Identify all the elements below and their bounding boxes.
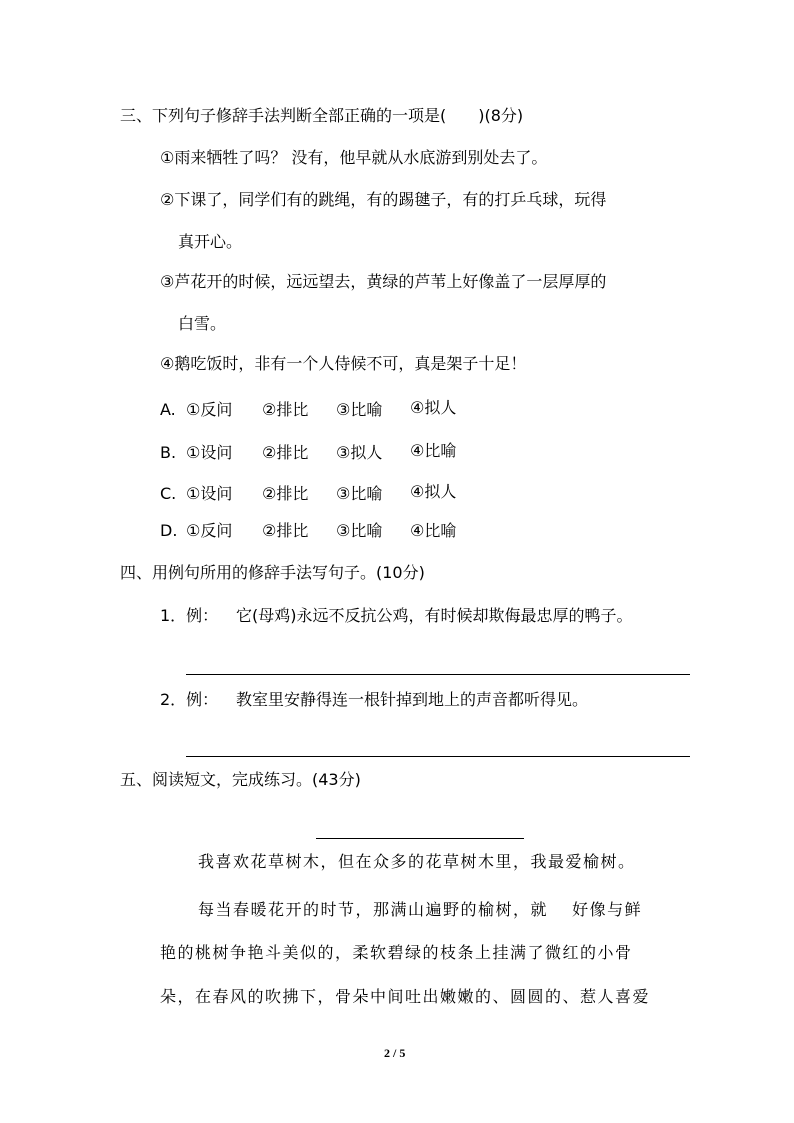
option-letter: C. [160,484,177,503]
option-item: ①反问 [186,521,233,540]
article-title-blank[interactable] [316,838,524,839]
option-item: ④比喻 [410,521,457,540]
passage-line: 每当春暖花开的时节，那满山遍野的榆树，就 好像与鲜 [198,900,643,919]
option-item: ③比喻 [336,484,383,503]
question-2-example: 教室里安静得连一根针掉到地上的声音都听得见。 [236,690,589,709]
sentence-2-cont: 真开心。 [178,232,243,251]
option-item: ①设问 [186,484,233,503]
section-5-title: 五、阅读短文，完成练习。(43分) [120,770,361,789]
option-item: ④拟人 [410,482,457,501]
question-1-number: 1．例： [160,606,219,625]
question-2-number: 2．例： [160,690,219,709]
option-item: ②排比 [262,521,309,540]
answer-line-1[interactable] [186,674,690,675]
option-item: ②排比 [262,400,309,419]
passage-paragraph-1: 我喜欢花草树木，但在众多的花草树木里，我最爱榆树。 [198,852,636,871]
sentence-3-cont: 白雪。 [178,314,227,333]
answer-line-2[interactable] [186,756,690,757]
option-item: ②排比 [262,484,309,503]
option-letter: A. [160,400,176,419]
option-letter: B. [160,443,177,462]
option-item: ③比喻 [336,521,383,540]
option-item: ③拟人 [336,443,383,462]
option-item: ④拟人 [410,398,457,417]
passage-line: 朵，在春风的吹拂下，骨朵中间吐出嫩嫩的、圆圆的、惹人喜爱 [160,987,651,1006]
option-item: ④比喻 [410,441,457,460]
page-number: 2 / 5 [384,1046,406,1060]
sentence-1: ①雨来牺牲了吗？ 没有，他早就从水底游到别处去了。 [160,148,548,167]
question-1-example: 它(母鸡)永远不反抗公鸡，有时候却欺侮最忠厚的鸭子。 [236,606,633,625]
sentence-3: ③芦花开的时候，远远望去，黄绿的芦苇上好像盖了一层厚厚的 [160,272,607,291]
sentence-2: ②下课了，同学们有的跳绳，有的踢毽子，有的打乒乓球，玩得 [160,190,607,209]
option-item: ①设问 [186,443,233,462]
section-4-title: 四、用例句所用的修辞手法写句子。(10分) [120,563,425,582]
option-item: ①反问 [186,400,233,419]
section-3-title: 三、下列句子修辞手法判断全部正确的一项是( )(8分) [120,106,524,125]
option-letter: D. [160,521,178,540]
sentence-4: ④鹅吃饭时，非有一个人侍候不可，真是架子十足！ [160,354,527,373]
option-item: ③比喻 [336,400,383,419]
passage-line: 艳的桃树争艳斗美似的，柔软碧绿的枝条上挂满了微红的小骨 [160,943,633,962]
option-item: ②排比 [262,443,309,462]
